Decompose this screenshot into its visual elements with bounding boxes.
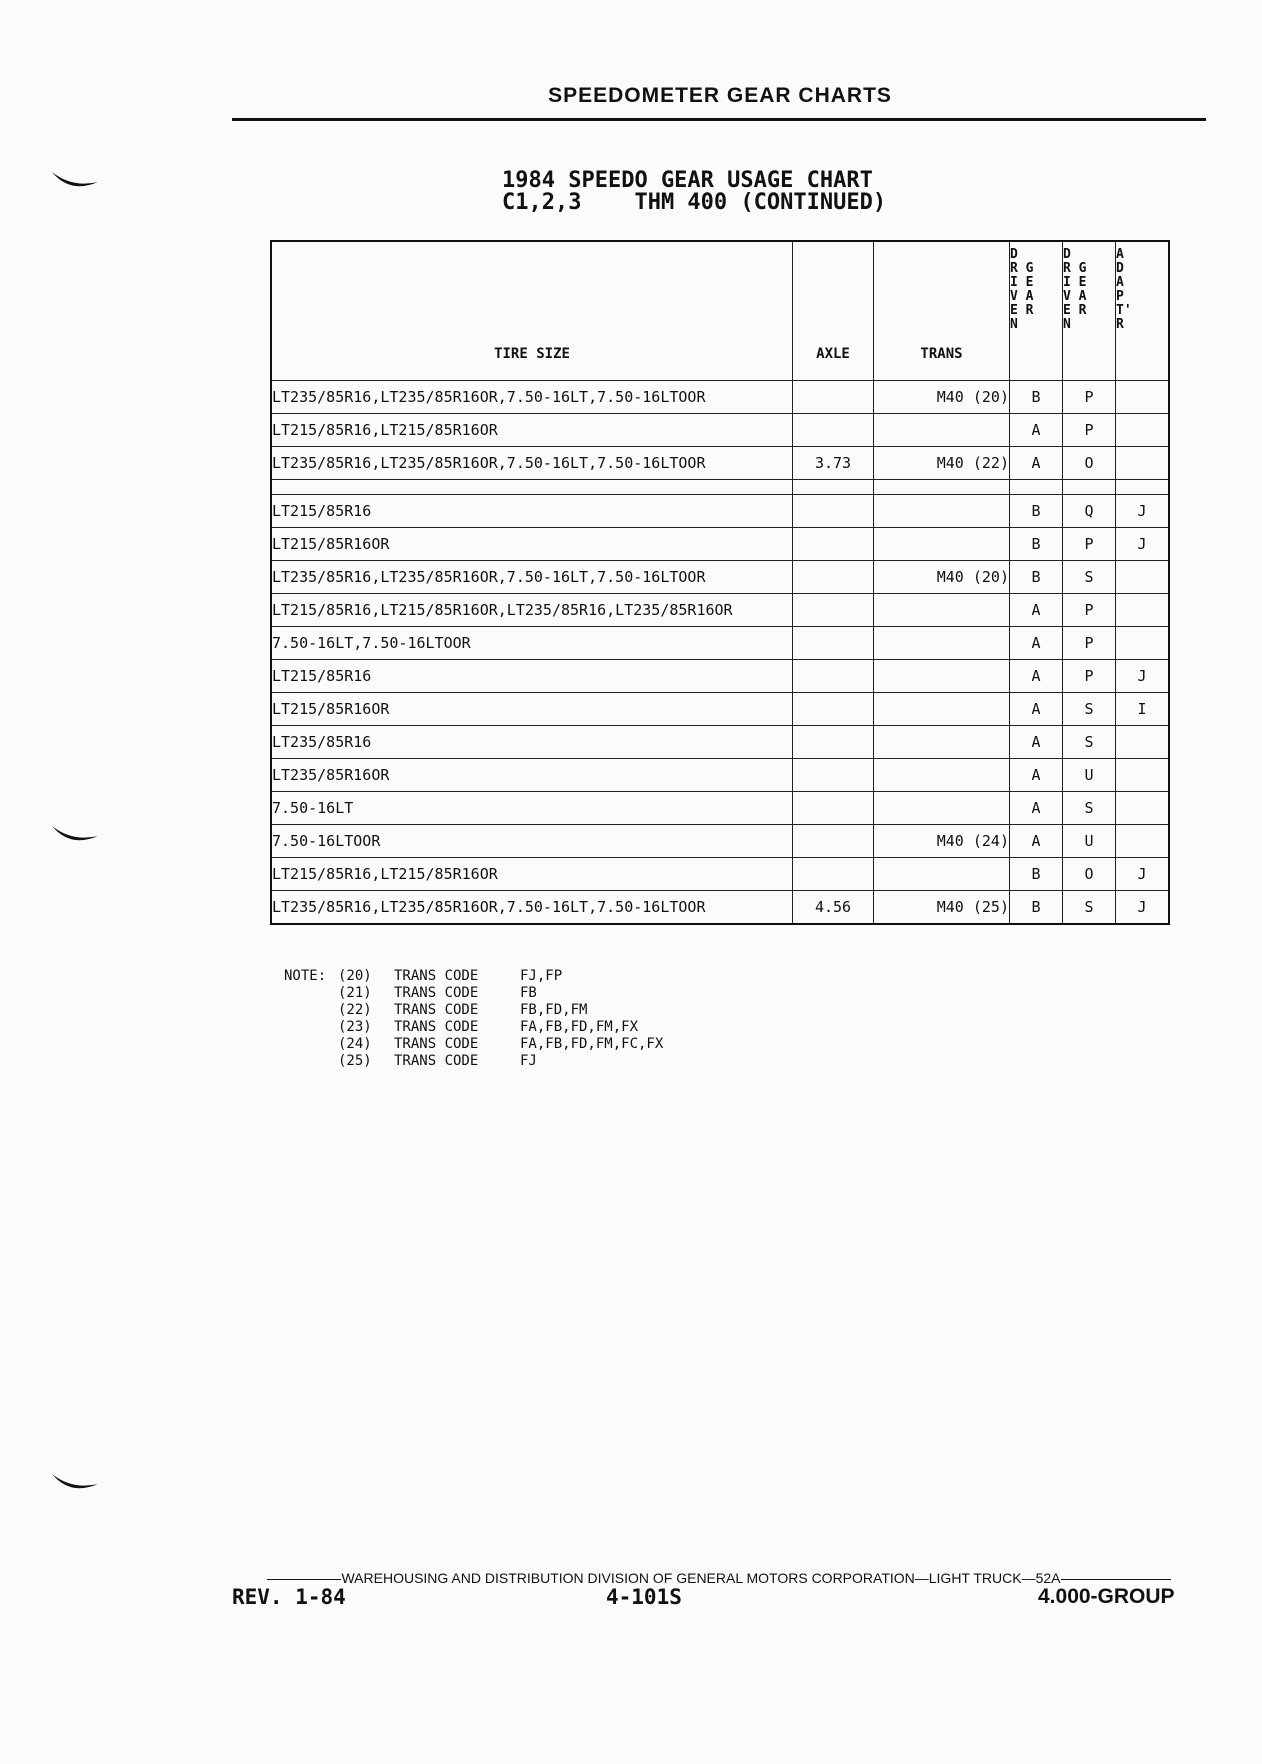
table-row	[271, 792, 1169, 825]
cell-axle	[793, 561, 874, 594]
cell-tire: LT235/85R16,LT235/85R16OR,7.50-16LT,7.50-16LTOOR	[271, 447, 793, 480]
cell-trans: M40 (20)	[874, 381, 1010, 414]
cell-tire: LT235/85R16	[271, 726, 793, 759]
cell-tire: LT215/85R16,LT215/85R16OR	[271, 858, 793, 891]
note-value: FB,FD,FM	[520, 1002, 588, 1018]
note-code: (20)	[338, 968, 372, 984]
cell-gear2: S	[1063, 693, 1116, 726]
table-row	[271, 528, 1169, 561]
cell-gear2: S	[1063, 561, 1116, 594]
cell-gear2: P	[1063, 381, 1116, 414]
table-row	[271, 594, 1169, 627]
cell-tire: LT235/85R16,LT235/85R16OR,7.50-16LT,7.50-16LTOOR	[271, 891, 793, 925]
header-driven-gear: D R G I E V A E R N	[1010, 241, 1063, 381]
cell-adapter	[1116, 594, 1170, 627]
note-value: FJ,FP	[520, 968, 563, 984]
cell-gear2: P	[1063, 627, 1116, 660]
cell-gear2: O	[1063, 447, 1116, 480]
cell-gear1: B	[1010, 561, 1063, 594]
binder-hole-mark	[50, 1470, 100, 1498]
note-label: TRANS CODE	[394, 985, 479, 1001]
cell-gear1: A	[1010, 447, 1063, 480]
header-trans: TRANS	[874, 241, 1010, 381]
cell-axle	[793, 726, 874, 759]
note-item	[284, 1019, 663, 1036]
cell-trans	[874, 660, 1010, 693]
note-item	[284, 1002, 663, 1019]
table-row	[271, 495, 1169, 528]
cell-gear1: A	[1010, 660, 1063, 693]
cell-trans	[874, 414, 1010, 447]
cell-gear2: S	[1063, 792, 1116, 825]
cell-trans	[874, 858, 1010, 891]
table-row	[271, 561, 1169, 594]
cell-trans	[874, 726, 1010, 759]
table-row	[271, 759, 1169, 792]
cell-adapter: J	[1116, 858, 1170, 891]
chart-title-line1: 1984 SPEEDO GEAR USAGE CHART	[502, 168, 873, 193]
cell-adapter	[1116, 825, 1170, 858]
cell-gear1: B	[1010, 528, 1063, 561]
cell-adapter: J	[1116, 495, 1170, 528]
cell-gear2: S	[1063, 726, 1116, 759]
binder-hole-mark	[50, 822, 100, 850]
cell-adapter	[1116, 414, 1170, 447]
cell-gear1: A	[1010, 825, 1063, 858]
table-row	[271, 660, 1169, 693]
cell-tire: LT215/85R16,LT215/85R16OR	[271, 414, 793, 447]
table-row	[271, 693, 1169, 726]
cell-gear1: A	[1010, 627, 1063, 660]
cell-adapter: J	[1116, 660, 1170, 693]
cell-axle: 3.73	[793, 447, 874, 480]
header-divider	[232, 118, 1206, 121]
note-value: FA,FB,FD,FM,FX	[520, 1019, 639, 1035]
cell-axle	[793, 495, 874, 528]
cell-trans: M40 (25)	[874, 891, 1010, 925]
cell-adapter	[1116, 759, 1170, 792]
table-spacer-row	[271, 480, 1169, 495]
cell-gear1: B	[1010, 381, 1063, 414]
cell-adapter: I	[1116, 693, 1170, 726]
note-label: TRANS CODE	[394, 1002, 479, 1018]
cell-adapter	[1116, 726, 1170, 759]
cell-axle	[793, 858, 874, 891]
note-code: (22)	[338, 1002, 372, 1018]
note-value: FA,FB,FD,FM,FC,FX	[520, 1036, 664, 1052]
cell-gear2: P	[1063, 660, 1116, 693]
cell-gear2: O	[1063, 858, 1116, 891]
cell-adapter	[1116, 381, 1170, 414]
cell-tire: LT215/85R16OR	[271, 528, 793, 561]
note-label: TRANS CODE	[394, 1053, 479, 1069]
cell-tire: LT215/85R16	[271, 660, 793, 693]
note-code: (23)	[338, 1019, 372, 1035]
cell-gear1: A	[1010, 759, 1063, 792]
note-value: FB	[520, 985, 537, 1001]
cell-adapter	[1116, 792, 1170, 825]
footer-group: 4.000-GROUP	[1038, 1585, 1175, 1608]
cell-axle	[793, 381, 874, 414]
note-label: TRANS CODE	[394, 968, 479, 984]
cell-gear1: A	[1010, 693, 1063, 726]
table-row	[271, 414, 1169, 447]
note-lead: NOTE:	[284, 968, 327, 984]
cell-axle	[793, 759, 874, 792]
table-row	[271, 726, 1169, 759]
cell-tire: LT215/85R16	[271, 495, 793, 528]
cell-gear1: A	[1010, 792, 1063, 825]
footer-division-line	[232, 1570, 1206, 1586]
note-item	[284, 985, 663, 1002]
cell-trans	[874, 594, 1010, 627]
cell-trans: M40 (20)	[874, 561, 1010, 594]
cell-gear1: B	[1010, 495, 1063, 528]
cell-tire: LT235/85R16,LT235/85R16OR,7.50-16LT,7.50-16LTOOR	[271, 381, 793, 414]
footer-division-text: WAREHOUSING AND DISTRIBUTION DIVISION OF GENERAL MOTORS CORPORATION—LIGHT TRUCK—52A	[341, 1570, 1061, 1586]
note-code: (24)	[338, 1036, 372, 1052]
header-adapter: A D A P T' R	[1116, 241, 1170, 381]
cell-axle	[793, 693, 874, 726]
table-row	[271, 891, 1169, 925]
table-header-row	[271, 241, 1169, 381]
cell-axle	[793, 825, 874, 858]
cell-axle	[793, 528, 874, 561]
cell-gear1: B	[1010, 858, 1063, 891]
cell-gear2: P	[1063, 594, 1116, 627]
cell-tire: LT215/85R16OR	[271, 693, 793, 726]
cell-axle	[793, 594, 874, 627]
footer-page-number: 4-101S	[606, 1585, 682, 1609]
cell-trans: M40 (24)	[874, 825, 1010, 858]
cell-gear2: Q	[1063, 495, 1116, 528]
cell-gear1: A	[1010, 594, 1063, 627]
cell-trans	[874, 759, 1010, 792]
cell-axle	[793, 414, 874, 447]
cell-trans: M40 (22)	[874, 447, 1010, 480]
cell-trans	[874, 528, 1010, 561]
table-row	[271, 858, 1169, 891]
cell-tire: LT235/85R16,LT235/85R16OR,7.50-16LT,7.50-16LTOOR	[271, 561, 793, 594]
header-axle: AXLE	[793, 241, 874, 381]
chart-title-line2: C1,2,3 THM 400 (CONTINUED)	[502, 190, 887, 215]
page-header-title: SPEEDOMETER GEAR CHARTS	[548, 84, 892, 107]
header-drive-gear: D R G I E V A E R N	[1063, 241, 1116, 381]
note-code: (21)	[338, 985, 372, 1001]
cell-tire: 7.50-16LTOOR	[271, 825, 793, 858]
note-label: TRANS CODE	[394, 1036, 479, 1052]
cell-axle	[793, 792, 874, 825]
cell-gear1: A	[1010, 414, 1063, 447]
note-code: (25)	[338, 1053, 372, 1069]
cell-adapter	[1116, 561, 1170, 594]
cell-gear2: U	[1063, 825, 1116, 858]
footer-revision: REV. 1-84	[232, 1585, 346, 1609]
cell-trans	[874, 627, 1010, 660]
cell-gear2: U	[1063, 759, 1116, 792]
cell-tire: 7.50-16LT,7.50-16LTOOR	[271, 627, 793, 660]
cell-trans	[874, 792, 1010, 825]
cell-gear2: P	[1063, 414, 1116, 447]
table-row	[271, 381, 1169, 414]
cell-axle	[793, 660, 874, 693]
note-item	[284, 1053, 663, 1070]
trans-code-notes	[284, 968, 663, 1070]
note-item	[284, 1036, 663, 1053]
cell-axle	[793, 627, 874, 660]
cell-tire: LT235/85R16OR	[271, 759, 793, 792]
chart-title	[502, 170, 886, 214]
table-row	[271, 825, 1169, 858]
note-item	[284, 968, 663, 985]
cell-gear1: B	[1010, 891, 1063, 925]
cell-gear2: P	[1063, 528, 1116, 561]
cell-trans	[874, 693, 1010, 726]
cell-adapter: J	[1116, 528, 1170, 561]
cell-tire: LT215/85R16,LT215/85R16OR,LT235/85R16,LT235/85R16OR	[271, 594, 793, 627]
cell-trans	[874, 495, 1010, 528]
speedo-gear-table	[270, 240, 1170, 925]
binder-hole-mark	[50, 168, 100, 196]
table-row	[271, 627, 1169, 660]
table-row	[271, 447, 1169, 480]
cell-tire: 7.50-16LT	[271, 792, 793, 825]
cell-adapter: J	[1116, 891, 1170, 925]
cell-gear2: S	[1063, 891, 1116, 925]
cell-gear1: A	[1010, 726, 1063, 759]
note-label: TRANS CODE	[394, 1019, 479, 1035]
cell-axle: 4.56	[793, 891, 874, 925]
note-value: FJ	[520, 1053, 537, 1069]
header-tire-size: TIRE SIZE	[271, 241, 793, 381]
cell-adapter	[1116, 627, 1170, 660]
cell-adapter	[1116, 447, 1170, 480]
